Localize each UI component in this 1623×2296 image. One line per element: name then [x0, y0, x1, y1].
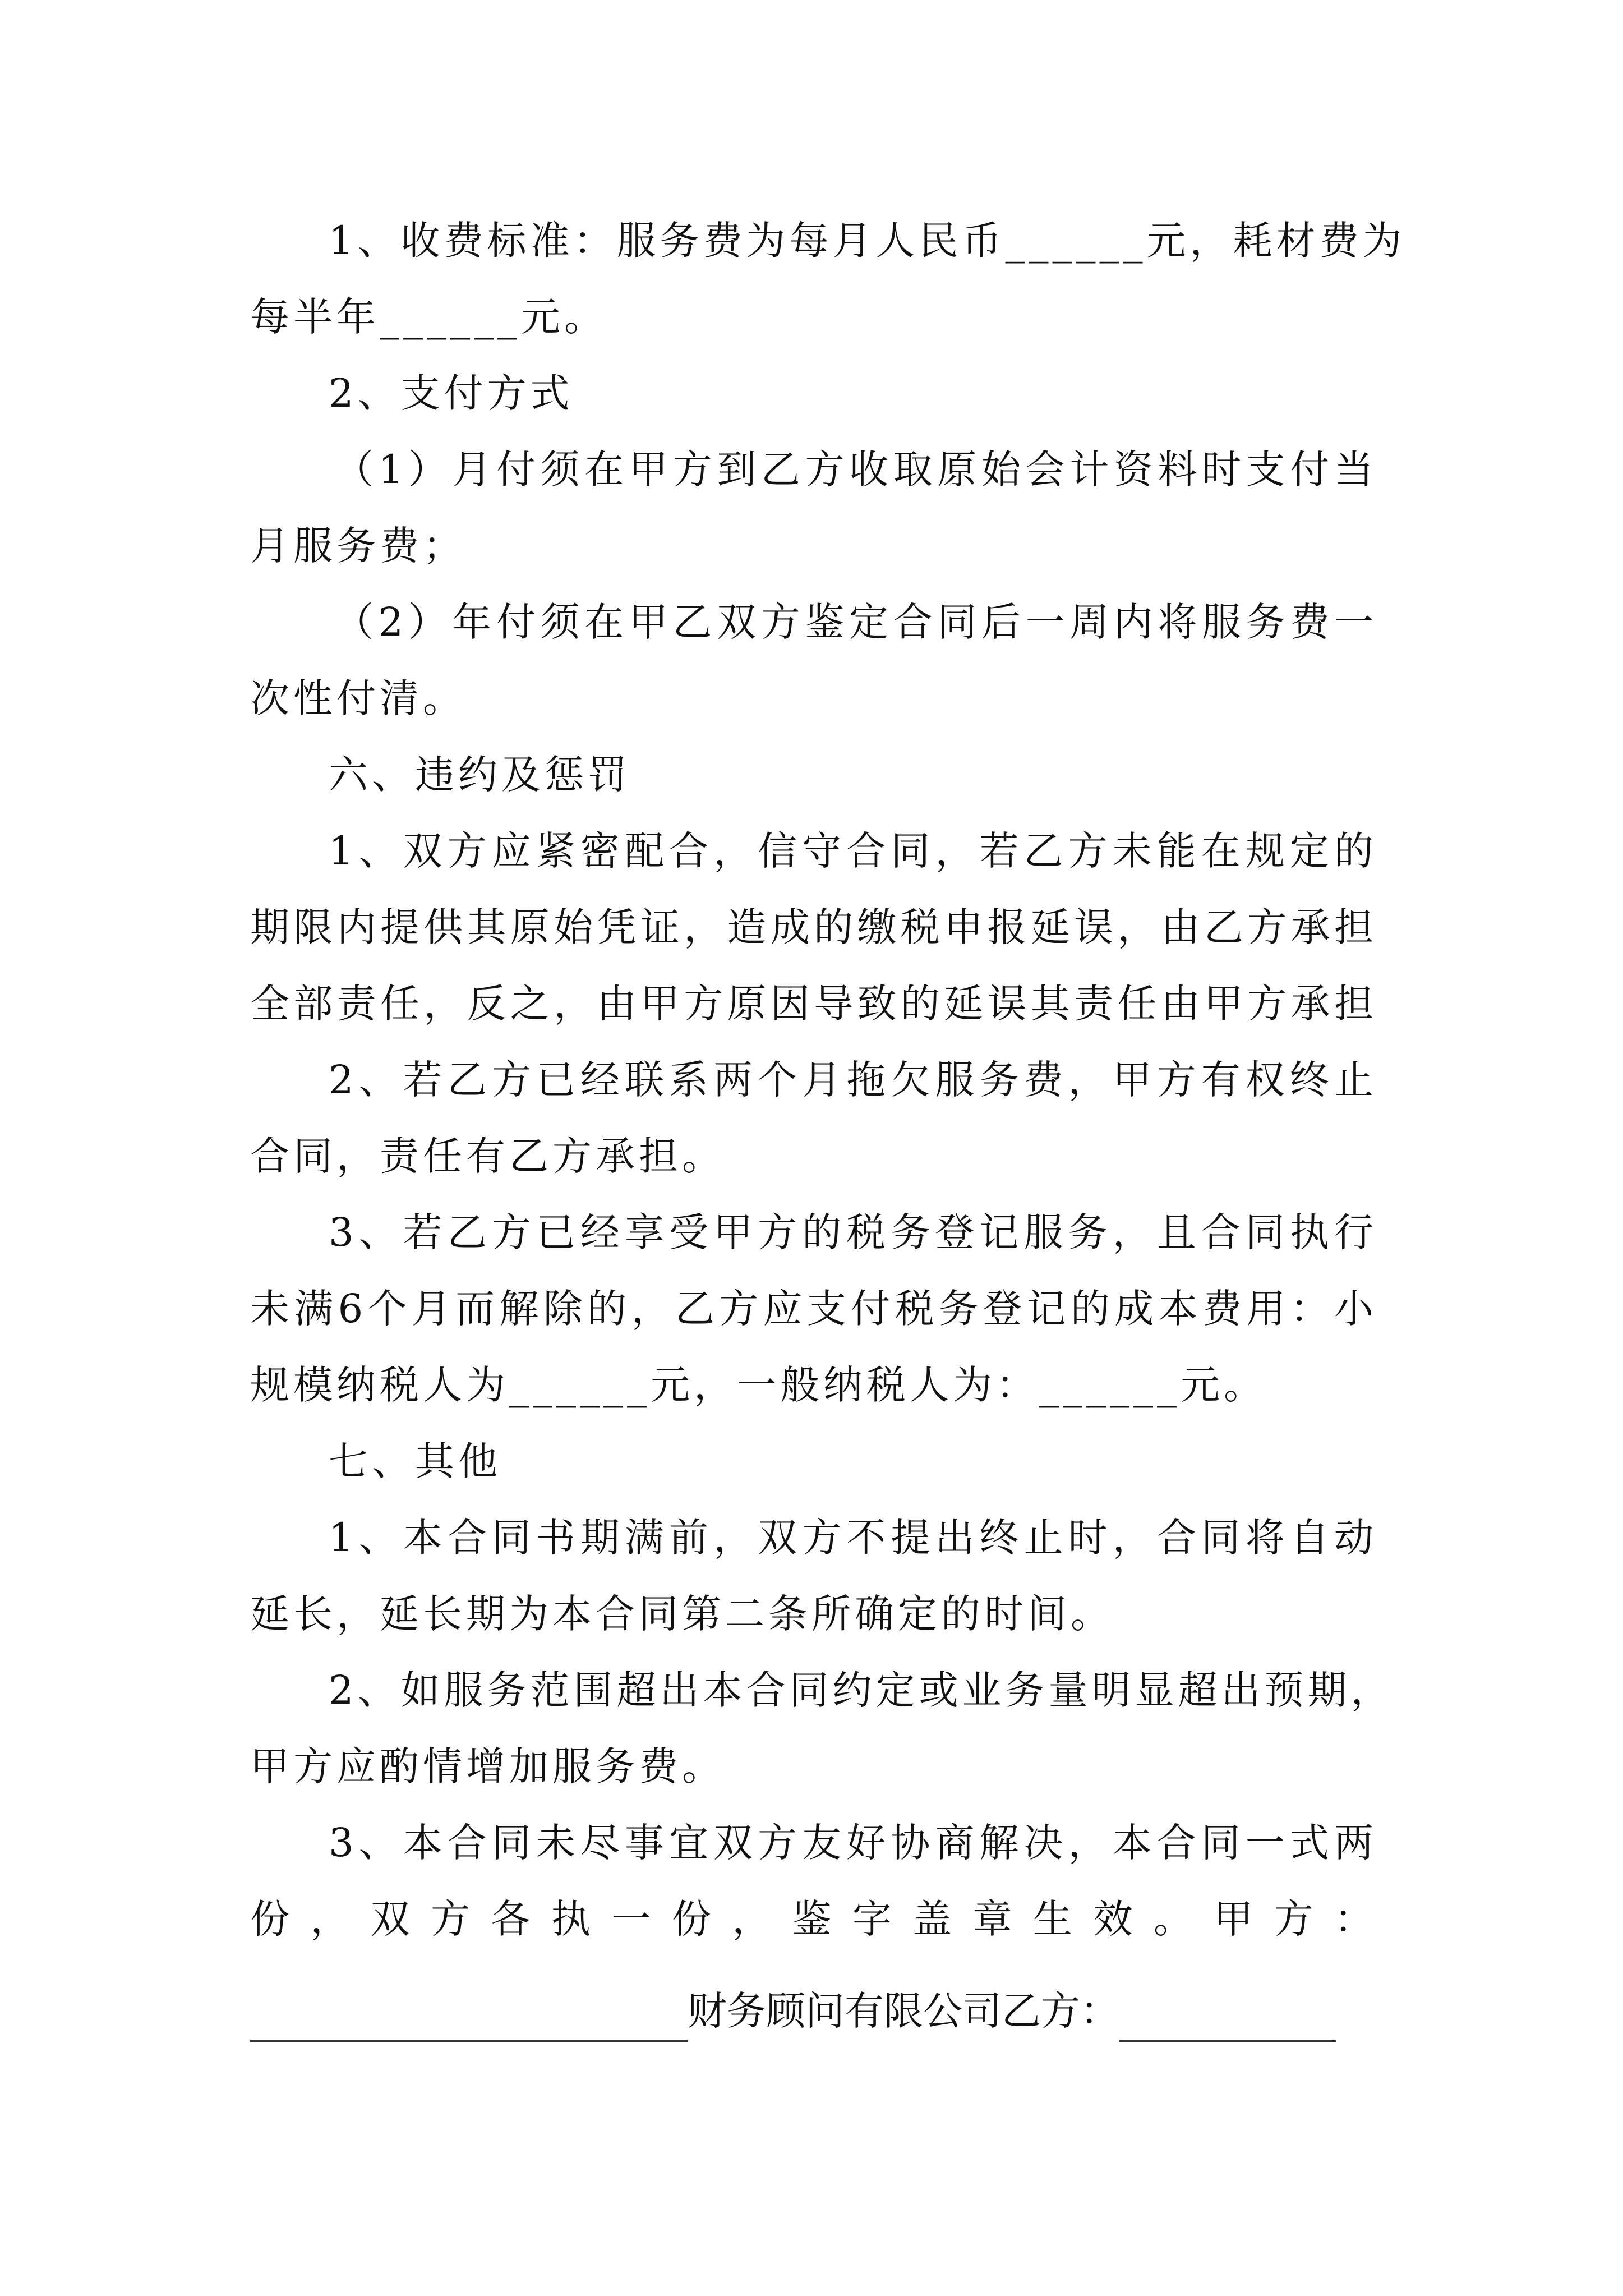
text-line: 份，双方各执一份，鉴字盖章生效。甲方：	[250, 1896, 1377, 1942]
text-line: 合同，责任有乙方承担。	[250, 1133, 725, 1179]
text-line: 次性付清。	[250, 675, 466, 721]
text-line: 规模纳税人为______元，一般纳税人为：______元。	[250, 1362, 1267, 1408]
section-heading: 六、违约及惩罚	[329, 752, 631, 798]
party-b-blank	[1119, 2007, 1336, 2042]
text-line: 月服务费；	[250, 523, 466, 569]
text-line: 1、本合同书期满前，双方不提出终止时，合同将自动	[329, 1515, 1377, 1561]
text-line: 期限内提供其原始凭证，造成的缴税申报延误，由乙方承担	[250, 904, 1377, 950]
text-line: 甲方应酌情增加服务费。	[250, 1743, 725, 1789]
text-line: 2、若乙方已经联系两个月拖欠服务费，甲方有权终止	[329, 1057, 1377, 1103]
signature-line	[250, 1980, 1377, 2042]
text-line: （2）年付须在甲乙双方鉴定合同后一周内将服务费一	[334, 599, 1377, 645]
party-a-blank	[250, 2007, 688, 2042]
section-heading: 七、其他	[329, 1438, 501, 1484]
text-line: 3、本合同未尽事宜双方友好协商解决，本合同一式两	[329, 1820, 1377, 1866]
text-line: （1）月付须在甲方到乙方收取原始会计资料时支付当	[334, 447, 1377, 493]
text-line: 3、若乙方已经享受甲方的税务登记服务，且合同执行	[329, 1209, 1377, 1255]
text-line: 1、双方应紧密配合，信守合同，若乙方未能在规定的	[329, 828, 1377, 874]
text-line: 每半年______元。	[250, 294, 607, 340]
section-heading: 2、支付方式	[329, 370, 574, 416]
text-line: 未满6个月而解除的，乙方应支付税务登记的成本费用：小	[250, 1286, 1377, 1332]
text-line: 全部责任，反之，由甲方原因导致的延误其责任由甲方承担	[250, 981, 1377, 1027]
signature-text: 财务顾问有限公司乙方：	[688, 1988, 1119, 2034]
text-line: 延长，延长期为本合同第二条所确定的时间。	[250, 1591, 1114, 1637]
text-line: 1、收费标准：服务费为每月人民币______元，耗材费为	[329, 218, 1406, 264]
text-line: 2、如服务范围超出本合同约定或业务量明显超出预期，	[329, 1667, 1394, 1713]
